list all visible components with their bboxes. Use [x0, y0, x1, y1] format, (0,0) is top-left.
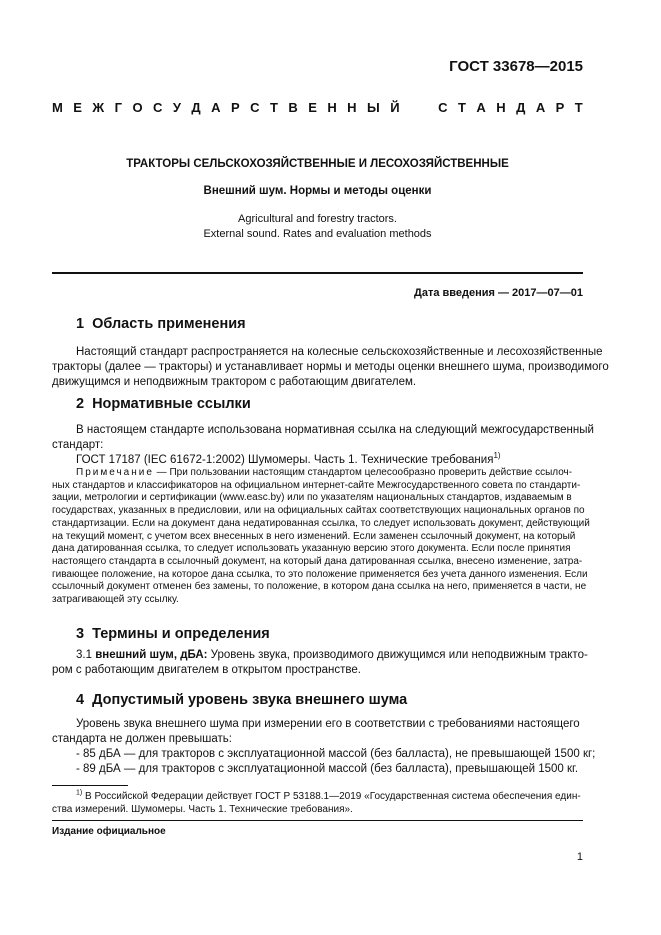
section-number: 4	[76, 692, 85, 708]
text-line: стандарт:	[52, 439, 104, 451]
introduction-date: Дата введения — 2017—07—01	[414, 287, 583, 299]
banner-letter: Ж	[92, 100, 105, 115]
english-title	[52, 212, 583, 242]
standard-type-banner	[52, 100, 583, 115]
text-line: тракторы (далее — тракторы) и устанавливает нормы и методы оценки внешнего шума, производимого	[52, 361, 609, 373]
note-line: гивающее положение, на которое дана ссылка, то это положение применяется без учета данного изменения. Если	[52, 568, 588, 580]
section-1-text	[52, 345, 609, 390]
section-4-text	[52, 717, 596, 777]
banner-letter: Д	[516, 100, 526, 115]
note-label: Примечание	[76, 467, 154, 478]
note-block	[52, 467, 590, 607]
banner-letter: А	[211, 100, 221, 115]
banner-gap	[410, 100, 414, 115]
banner-letter: Г	[114, 100, 122, 115]
term: внешний шум, дБА:	[95, 649, 208, 661]
banner-letter: С	[438, 100, 448, 115]
english-title-line: External sound. Rates and evaluation methods	[203, 228, 432, 240]
banner-letter: С	[250, 100, 260, 115]
document-title: ТРАКТОРЫ СЕЛЬСКОХОЗЯЙСТВЕННЫЕ И ЛЕСОХОЗЯЙСТВЕННЫЕ	[126, 158, 509, 170]
banner-letter: Н	[347, 100, 357, 115]
banner-letter: А	[535, 100, 546, 115]
text-line: движущимся и неподвижным трактором с работающим двигателем.	[52, 376, 417, 388]
banner-letter: Р	[230, 100, 240, 115]
banner-letter: В	[288, 100, 298, 115]
note-line: ссылочный документ отменен без замены, то положение, в котором дана ссылка на него, применяется в части, не	[52, 581, 587, 593]
horizontal-rule	[52, 272, 583, 274]
footnote-text: В Российской Федерации действует ГОСТ Р 53188.1—2019 «Государственная система обеспечения един-	[82, 791, 581, 802]
note-line: на текущий момент, с учетом всех внесенных в него изменений. Если заменен ссылочный документ, на который	[52, 530, 576, 542]
section-3-text	[52, 648, 588, 678]
banner-letter: Й	[390, 100, 400, 115]
term-definition: Уровень звука, производимого движущимся или неподвижным тракто-	[207, 649, 588, 661]
text-line: Уровень звука внешнего шума при измерении его в соответствии с требованиями настоящего	[76, 718, 580, 730]
note-line: стандартизации. Если на документ дана недатированная ссылка, то следует использовать документ, действующий	[52, 517, 590, 529]
section-title: Нормативные ссылки	[92, 396, 251, 412]
section-title: Термины и определения	[92, 626, 270, 642]
banner-letter: Ы	[367, 100, 380, 115]
note-line: настоящего стандарта в ссылочный документ, на который дана датированная ссылка, внесено изменение, затра-	[52, 555, 583, 567]
section-title: Допустимый уровень звука внешнего шума	[92, 692, 408, 708]
footnote-line: ства измерений. Шумомеры. Часть 1. Технические требования».	[52, 804, 353, 815]
banner-letter: С	[153, 100, 163, 115]
banner-letter: Т	[458, 100, 466, 115]
banner-letter: Н	[496, 100, 506, 115]
banner-letter: Т	[269, 100, 278, 115]
section-heading-permissible-level	[76, 692, 407, 708]
footnote-line	[52, 790, 583, 803]
banner-letter: Е	[308, 100, 317, 115]
banner-letter: Н	[327, 100, 337, 115]
footnote-marker: 1)	[493, 451, 501, 461]
banner-letter: У	[172, 100, 181, 115]
section-heading-scope	[76, 316, 246, 332]
horizontal-rule	[52, 820, 583, 821]
note-line: государствах, указанных в предисловии, или на официальных сайтах соответствующих национальных органов по	[52, 505, 585, 517]
text-line: ром с работающим двигателем в открытом пространстве.	[52, 664, 362, 676]
section-number: 1	[76, 316, 85, 332]
reference-text: ГОСТ 17187 (IEC 61672-1:2002) Шумомеры. Часть 1. Технические требования	[76, 454, 494, 466]
page-number: 1	[576, 851, 583, 863]
text-line: В настоящем стандарте использована нормативная ссылка на следующий межгосударственный	[76, 424, 594, 436]
document-id: ГОСТ 33678—2015	[449, 58, 583, 75]
banner-letter: М	[52, 100, 63, 115]
term-line	[52, 648, 588, 663]
section-number: 3	[76, 626, 85, 642]
text-line: стандарта не должен превышать:	[52, 733, 232, 745]
document-subtitle: Внешний шум. Нормы и методы оценки	[203, 185, 432, 197]
note-line: дана датированная ссылка, то следует использовать указанную версию этого документа. Если после принятия	[52, 543, 571, 555]
section-title: Область применения	[92, 316, 246, 332]
note-line: ных стандартов и классификаторов на официальном интернет-сайте Межгосударственного совета по стандарти-	[52, 479, 581, 491]
note-text: — При пользовании настоящим стандартом целесообразно проверить действие ссылоч-	[153, 467, 573, 478]
banner-letter: О	[132, 100, 143, 115]
banner-letter: А	[476, 100, 486, 115]
term-number: 3.1	[76, 649, 92, 661]
english-title-line: Agricultural and forestry tractors.	[238, 213, 397, 225]
banner-letter: Д	[191, 100, 201, 115]
banner-letter: Т	[574, 100, 583, 115]
footnote-marker: 1)	[76, 789, 83, 797]
section-heading-terms	[76, 626, 270, 642]
section-number: 2	[76, 396, 85, 412]
banner-letter: Р	[555, 100, 565, 115]
footnote	[52, 790, 583, 816]
normative-reference	[52, 453, 583, 468]
section-heading-references	[76, 396, 251, 412]
banner-gap	[424, 100, 428, 115]
edition-label: Издание официальное	[52, 826, 166, 837]
note-line: затрагивающей эту ссылку.	[52, 594, 179, 606]
note-line: зации, метрологии и сертификации (www.easc.by) или по указателям национальных стандартов, издаваемым в	[52, 492, 572, 504]
banner-letter: Е	[73, 100, 82, 115]
list-item: - 85 дБА — для тракторов с эксплуатационной массой (без балласта), не превышающей 1500 кг;	[76, 748, 596, 760]
footnote-separator	[52, 785, 128, 786]
note-line	[52, 467, 583, 480]
list-item: - 89 дБА — для тракторов с эксплуатационной массой (без балласта), превышающей 1500 кг.	[76, 763, 579, 775]
text-line: Настоящий стандарт распространяется на колесные сельскохозяйственные и лесохозяйственные	[76, 346, 603, 358]
section-2-text	[52, 423, 594, 468]
